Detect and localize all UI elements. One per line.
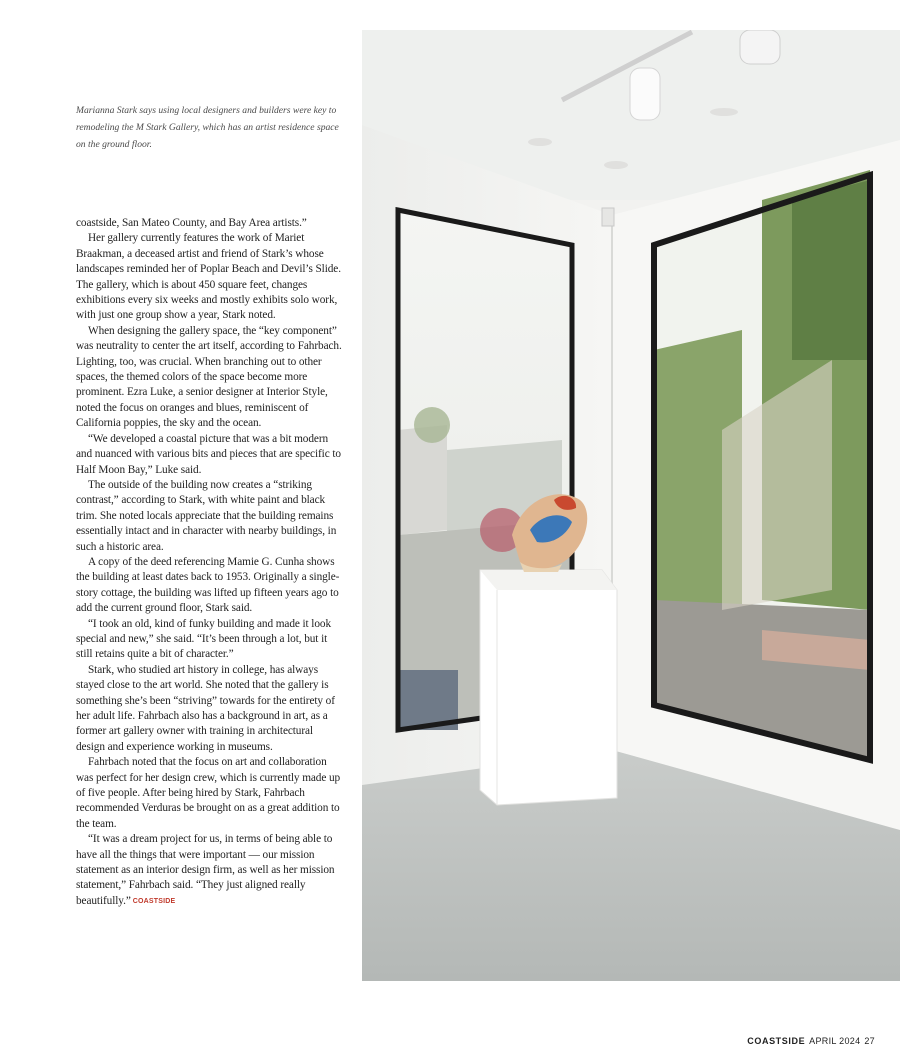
article-paragraph: A copy of the deed referencing Mamie G. Cunha shows the building at least dates back to 1953. Originally a single-story cottage, the building was lifted up fifteen years ago to add the current ground floor, Stark said. <box>76 555 340 615</box>
article-paragraph: Her gallery currently features the work of Mariet Braakman, a deceased artist and friend of Stark’s whose landscapes reminded her of Poplar Beach and Devil’s Slide. The gallery, which is about 450 square feet, changes exhibitions every six weeks and mostly exhibits solo work, with just one group show a year, Stark noted. <box>76 232 341 322</box>
end-mark: COASTSIDE <box>132 897 176 905</box>
article-paragraph: “We developed a coastal picture that was a bit modern and nuanced with various bits and pieces that are specific to Half Moon Bay,” Luke said. <box>76 432 341 476</box>
article-paragraph: When designing the gallery space, the “key component” was neutrality to center the art itself, according to Fahrbach. Lighting, too, was crucial. When branching out to other spaces, the themed colors of the space become more prominent. Ezra Luke, a senior designer at Interior Style, noted the focus on oranges and blues, reminiscent of California poppies, the sky and the ocean. <box>76 324 342 430</box>
gallery-interior-image <box>362 30 900 981</box>
issue-date: APRIL 2024 <box>809 1036 861 1046</box>
gallery-photo <box>362 30 900 981</box>
publication-name: COASTSIDE <box>747 1036 806 1046</box>
article-body <box>76 216 344 909</box>
page-number: 27 <box>864 1036 875 1046</box>
photo-caption: Marianna Stark says using local designers and builders were key to remodeling the M Stark Gallery, which has an artist residence space on the ground floor. <box>76 105 339 150</box>
page-footer <box>743 1036 875 1046</box>
article-paragraph: “I took an old, kind of funky building and made it look special and new,” she said. “It’s been through a lot, but it still retains quite a bit of character.” <box>76 617 331 661</box>
article-last-paragraph <box>76 832 344 909</box>
article-paragraph: Fahrbach noted that the focus on art and collaboration was perfect for her design crew, which is currently made up of five people. After being hired by Stark, Fahrbach recommended Verduras be brought on as a great addition to the team. <box>76 756 341 830</box>
article-paragraph: Stark, who studied art history in college, has always stayed close to the art world. She noted that the gallery is something she’s been “striving” towards for the entirety of her adult life. Fahrbach also has a background in art, as a former art gallery owner with training in architectural design and experience working in museums. <box>76 663 335 753</box>
article-paragraph-text: “It was a dream project for us, in terms of being able to have all the things that were important — our mission statement as an interior design firm, as well as her mission statement,” Fahrbach said. “They just aligned really beautifully.” <box>76 833 335 907</box>
article-paragraph: The outside of the building now creates a “striking contrast,” according to Stark, with white paint and black trim. She noted locals appreciate that the building remains essentially intact and in character with nearby buildings, in such a historic area. <box>76 478 337 553</box>
article-paragraph: coastside, San Mateo County, and Bay Area artists.” <box>76 217 307 229</box>
